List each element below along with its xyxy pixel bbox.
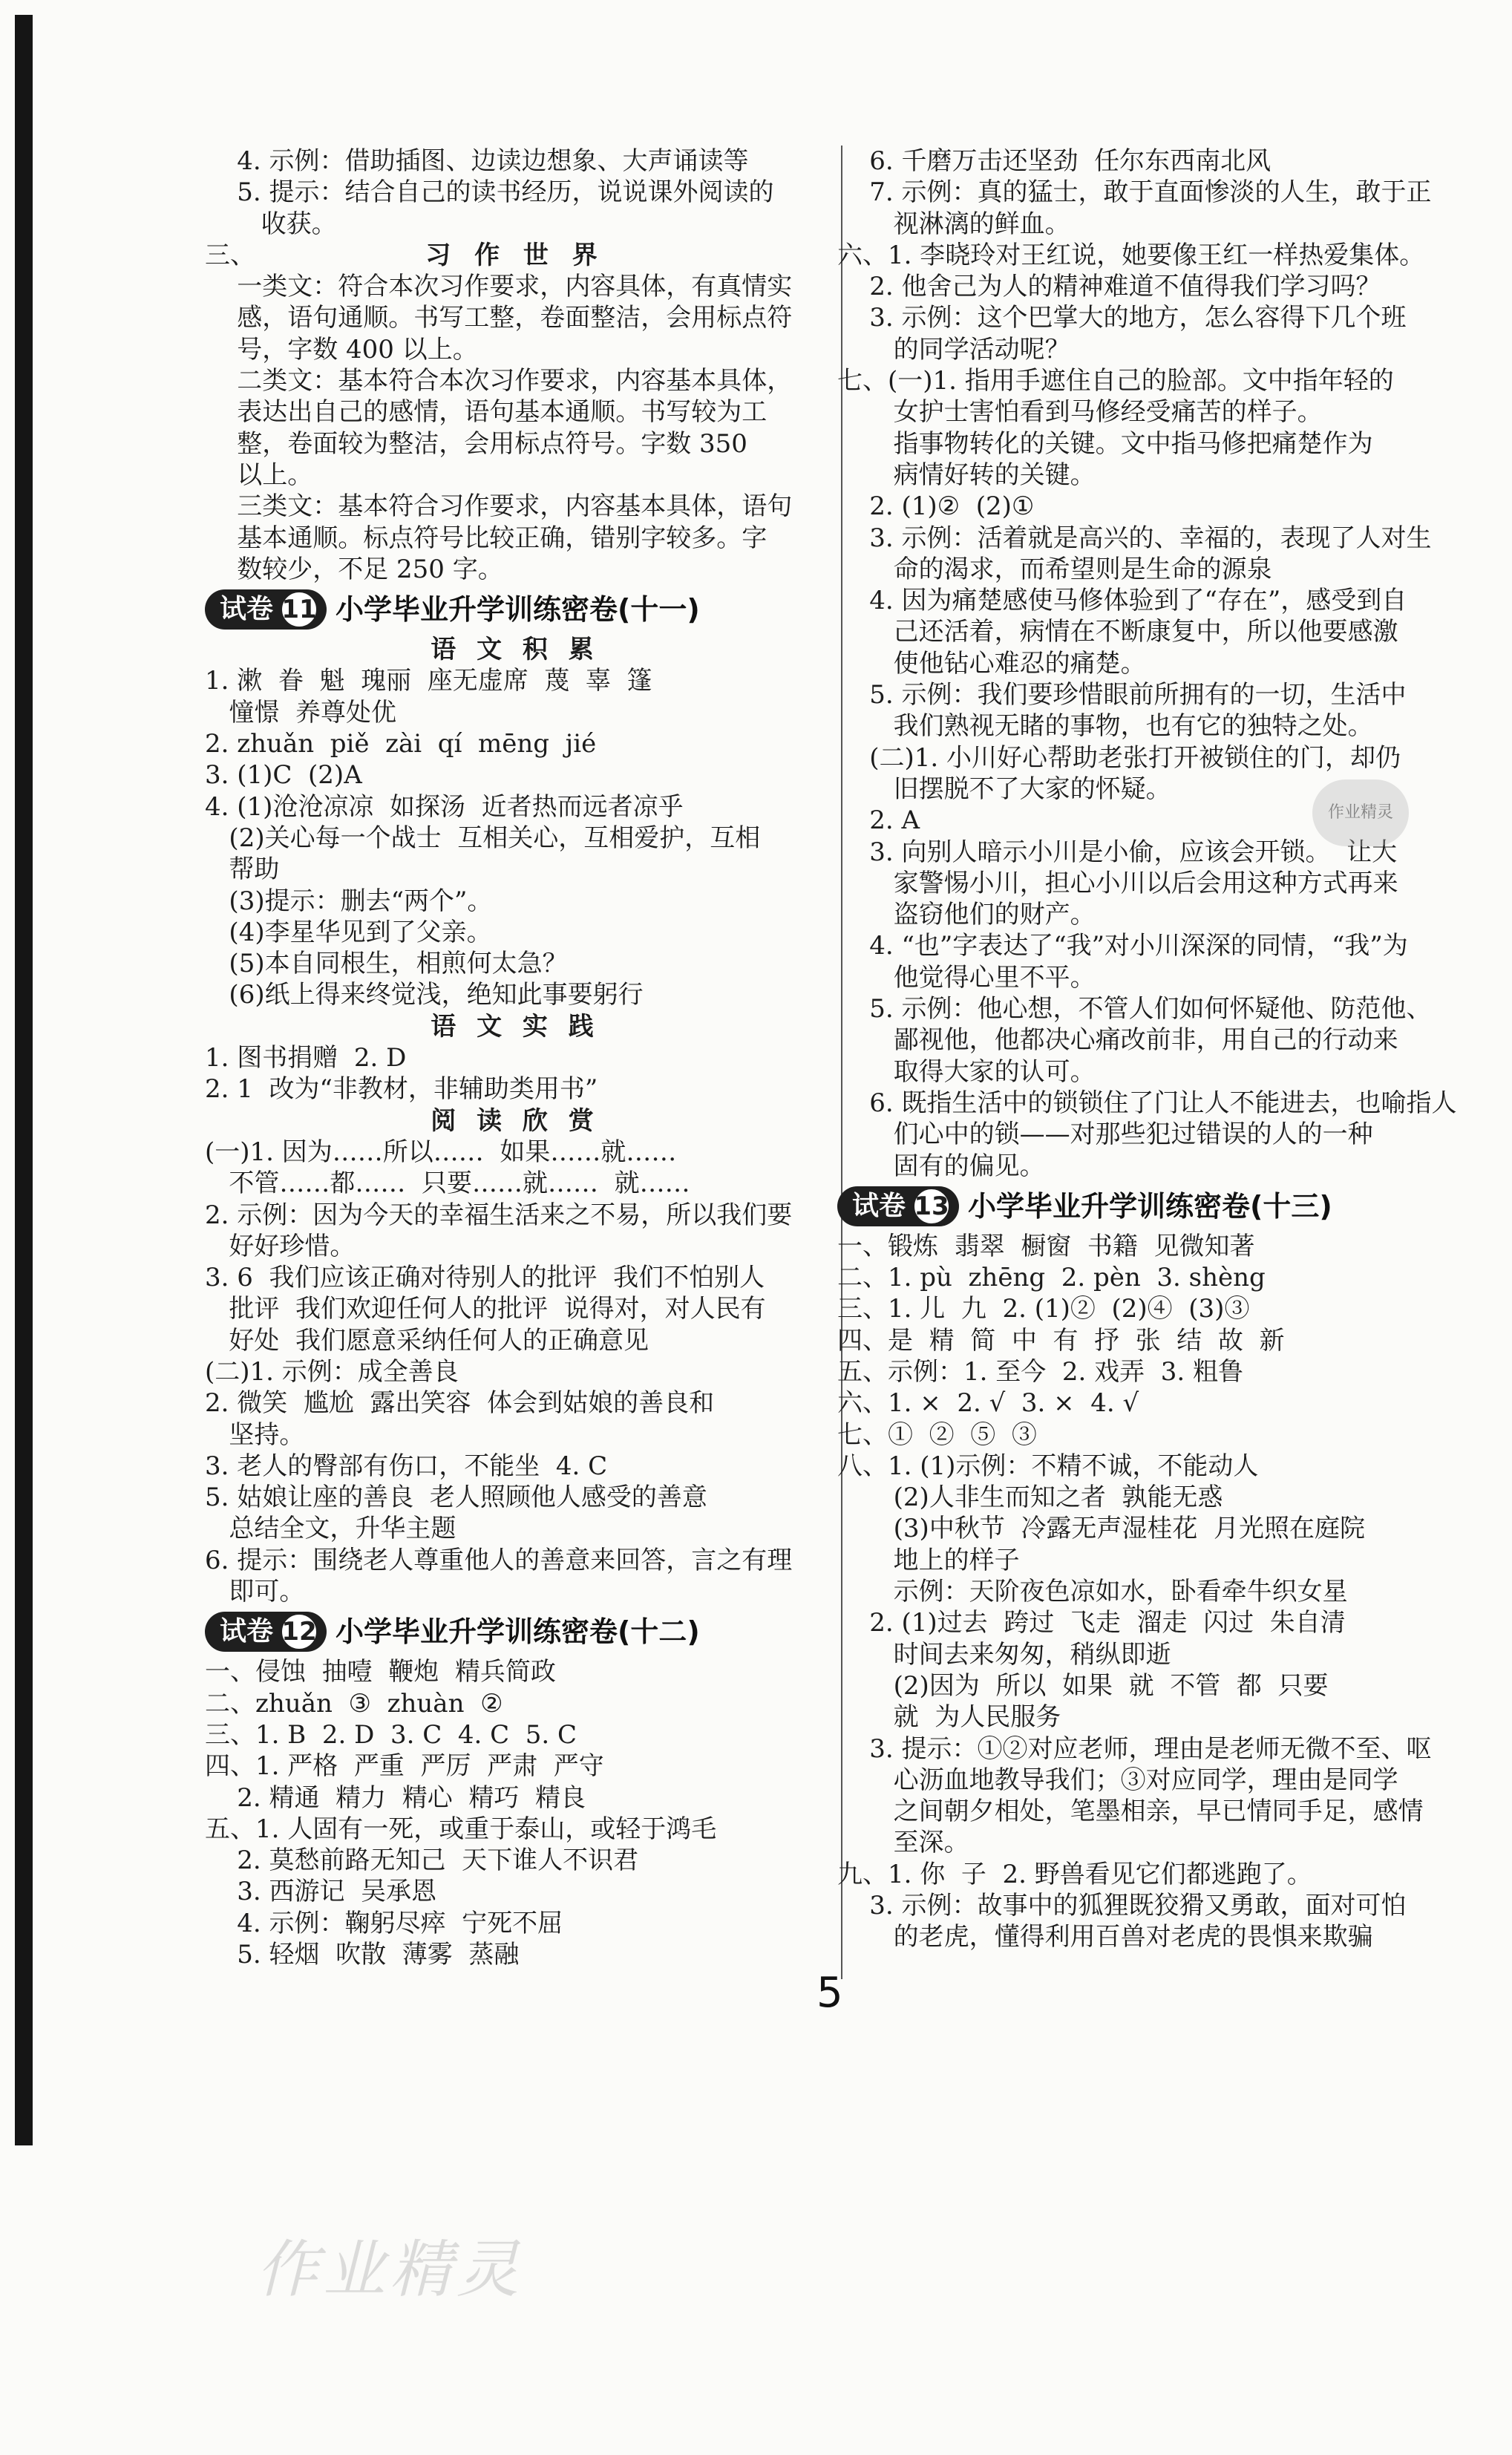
answer-line: 4. (1)沧沧凉凉 如探汤 近者热而远者凉乎 [205, 791, 684, 822]
answer-line: 数较少，不足 250 字。 [205, 554, 503, 584]
answer-line: (二)1. 小川好心帮助老张打开被锁住的门，却仍 [837, 742, 1401, 773]
answer-line: 旧摆脱不了大家的怀疑。 [837, 774, 1171, 804]
answer-line: 命的渴求，而希望则是生命的源泉 [837, 554, 1272, 584]
answer-line: 一类文：符合本次习作要求，内容具体，有真情实 [205, 272, 793, 302]
answer-line: 九、1. 你 子 2. 野兽看见它们都逃跑了。 [837, 1859, 1312, 1889]
answer-line: 4. 示例：鞠躬尽瘁 宁死不屈 [205, 1908, 563, 1938]
answer-line: 坚持。 [205, 1419, 305, 1450]
section-title: 习 作 世 界 [425, 240, 605, 270]
answer-line: 2. zhuǎn piě zài qí mēng jié [205, 729, 597, 759]
answer-line: 二类文：基本符合本次习作要求，内容基本具体， [205, 366, 793, 396]
answer-line: 5. 姑娘让座的善良 老人照顾他人感受的善意 [205, 1483, 707, 1513]
exam-tag [205, 1612, 327, 1652]
answer-line: 帮助 [205, 854, 280, 885]
right-column [837, 146, 1458, 1953]
answer-line: (2)因为 所以 如果 就 不管 都 只要 [837, 1670, 1329, 1701]
answer-line: 七、(一)1. 指用手遮住自己的脸部。文中指年轻的 [837, 366, 1394, 396]
answer-line: 七、① ② ⑤ ③ [837, 1419, 1037, 1450]
subsection-heading: 阅 读 欣 赏 [431, 1105, 600, 1136]
answer-line: (4)李星华见到了父亲。 [205, 917, 492, 947]
answer-line: (一)1. 因为……所以…… 如果……就…… [205, 1137, 677, 1167]
answer-line: 以上。 [205, 460, 313, 490]
answer-line: 4. “也”字表达了“我”对小川深深的同情，“我”为 [837, 931, 1408, 961]
answer-line: 2. 莫愁前路无知己 天下谁人不识君 [205, 1846, 639, 1876]
answer-line: (6)纸上得来终觉浅，绝知此事要躬行 [205, 980, 644, 1010]
answer-line: (2)人非生而知之者 孰能无惑 [837, 1483, 1223, 1513]
exam-tag [837, 1186, 959, 1226]
exam-tag-label: 试卷 [852, 1190, 906, 1221]
answer-line: 憧憬 养尊处优 [205, 697, 397, 728]
answer-line: 3. 向别人暗示小川是小偷，应该会开锁。 让大 [837, 837, 1398, 867]
answer-line: 他觉得心里不平。 [837, 962, 1096, 993]
answer-line: 7. 示例：真的猛士，敢于直面惨淡的人生，敢于正 [837, 177, 1432, 208]
answer-line: 鄙视他，他都决心痛改前非，用自己的行动来 [837, 1025, 1398, 1056]
exam-title: 小学毕业升学训练密卷(十一) [336, 593, 700, 626]
answer-line: 5. 提示：结合自己的读书经历，说说课外阅读的 [205, 177, 774, 208]
answer-line: 3. 示例：故事中的狐狸既狡猾又勇敢，面对可怕 [837, 1891, 1407, 1921]
answer-line: 号，字数 400 以上。 [205, 334, 478, 365]
answer-line: 心沥血地教导我们；③对应同学，理由是同学 [837, 1765, 1398, 1795]
answer-line: 示例：天阶夜色凉如水，卧看牵牛织女星 [837, 1577, 1348, 1607]
answer-line: 3. 西游记 吴承恩 [205, 1877, 437, 1907]
answer-line: 己还活着，病情在不断康复中，所以他要感激 [837, 617, 1398, 647]
answer-line: 们心中的锁——对那些犯过错误的人的一种 [837, 1119, 1373, 1150]
answer-line: 家警惕小川，担心小川以后会用这种方式再来 [837, 868, 1398, 898]
answer-line: 1. 图书捐赠 2. D [205, 1043, 407, 1073]
answer-line: 时间去来匆匆，稍纵即逝 [837, 1639, 1171, 1670]
answer-line: 就 为人民服务 [837, 1702, 1061, 1733]
answer-line: 感，语句通顺。书写工整，卷面整洁，会用标点符 [205, 303, 793, 333]
answer-line: 一、锻炼 翡翠 橱窗 书籍 见微知著 [837, 1231, 1255, 1261]
answer-line: 我们熟视无睹的事物，也有它的独特之处。 [837, 711, 1373, 742]
answer-line: 固有的偏见。 [837, 1151, 1045, 1181]
answer-line: 六、1. 李晓玲对王红说，她要像王红一样热爱集体。 [837, 240, 1425, 270]
answer-line: 的老虎，懂得利用百兽对老虎的畏惧来欺骗 [837, 1922, 1373, 1952]
answer-line: 2. (1)过去 跨过 飞走 溜走 闪过 朱自清 [837, 1608, 1346, 1638]
answer-line: 四、是 精 简 中 有 抒 张 结 故 新 [837, 1325, 1285, 1356]
answer-line: 5. 示例：他心想，不管人们如何怀疑他、防范他、 [837, 994, 1432, 1024]
exam-tag-label: 试卷 [220, 1616, 274, 1647]
exam-banner [205, 1610, 825, 1653]
answer-line: 盗窃他们的财产。 [837, 900, 1096, 930]
answer-line: 三、1. B 2. D 3. C 4. C 5. C [205, 1719, 577, 1750]
answer-line: 1. 漱 眷 魁 瑰丽 座无虚席 蔑 辜 篷 [205, 666, 652, 696]
answer-line: 4. 因为痛楚感使马修体验到了“存在”，感受到自 [837, 586, 1407, 616]
section-prefix: 三、 [205, 240, 255, 270]
answer-line: 三类文：基本符合习作要求，内容基本具体，语句 [205, 491, 793, 522]
answer-line: 使他钻心难忍的痛楚。 [837, 648, 1146, 679]
exam-number: 13 [912, 1186, 952, 1226]
answer-line: 2. (1)② (2)① [837, 491, 1035, 522]
answer-line: 3. (1)C (2)A [205, 760, 362, 791]
answer-line: 五、1. 人固有一死，或重于泰山，或轻于鸿毛 [205, 1814, 717, 1844]
exam-banner [205, 588, 825, 631]
exam-title: 小学毕业升学训练密卷(十二) [336, 1615, 700, 1649]
answer-line: 3. 提示：①②对应老师，理由是老师无微不至、呕 [837, 1733, 1432, 1764]
answer-line: (3)提示：删去“两个”。 [205, 886, 493, 916]
answer-line: 表达出自己的感情，语句基本通顺。书写较为工 [205, 397, 768, 428]
answer-line: 六、1. × 2. √ 3. × 4. √ [837, 1388, 1139, 1419]
answer-line: 5. 轻烟 吹散 薄雾 蒸融 [205, 1940, 520, 1970]
answer-line: (2)关心每一个战士 互相关心，互相爱护，互相 [205, 823, 761, 853]
answer-line: 2. 精通 精力 精心 精巧 精良 [205, 1782, 586, 1813]
answer-line: 的同学活动呢？ [837, 334, 1070, 365]
exam-tag-label: 试卷 [220, 594, 274, 624]
answer-line: 2. 1 改为“非教材，非辅助类用书” [205, 1074, 598, 1105]
answer-line: 八、1. (1)示例：不精不诚，不能动人 [837, 1451, 1259, 1481]
binding-spine [15, 15, 33, 2145]
left-column [205, 146, 825, 1970]
answer-line: 视淋漓的鲜血。 [837, 209, 1070, 239]
exam-title: 小学毕业升学训练密卷(十三) [968, 1189, 1332, 1223]
answer-line: 6. 千磨万击还坚劲 任尔东西南北风 [837, 146, 1272, 176]
answer-line: 之间朝夕相处，笔墨相亲，早已情同手足，感情 [837, 1797, 1424, 1827]
answer-line: 不管……都…… 只要……就…… 就…… [205, 1168, 690, 1199]
answer-line: 基本通顺。标点符号比较正确，错别字较多。字 [205, 523, 768, 553]
subsection-heading: 语 文 实 践 [431, 1011, 600, 1042]
section-heading [205, 240, 825, 271]
subsection-heading: 语 文 积 累 [431, 635, 600, 665]
answer-line: (5)本自同根生，相煎何太急？ [205, 949, 568, 979]
answer-line: 3. 6 我们应该正确对待别人的批评 我们不怕别人 [205, 1263, 765, 1293]
answer-line: 2. 微笑 尴尬 露出笑容 体会到姑娘的善良和 [205, 1388, 715, 1419]
answer-line: 3. 老人的臀部有伤口，不能坐 4. C [205, 1451, 608, 1481]
answer-line: 好处 我们愿意采纳任何人的正确意见 [205, 1325, 649, 1356]
answer-line: 2. 示例：因为今天的幸福生活来之不易，所以我们要 [205, 1200, 793, 1230]
exam-number: 11 [279, 589, 319, 630]
answer-line: 6. 既指生活中的锁锁住了门让人不能进去，也喻指人 [837, 1088, 1457, 1118]
watermark: 作业精灵 [256, 2233, 524, 2306]
answer-line: 二、1. pù zhēng 2. pèn 3. shèng [837, 1263, 1266, 1293]
answer-line: 指事物转化的关键。文中指马修把痛楚作为 [837, 428, 1373, 459]
answer-line: 地上的样子 [837, 1545, 1020, 1575]
stamp-logo: 作业精灵 [1312, 779, 1409, 846]
answer-line: 3. 示例：活着就是高兴的、幸福的，表现了人对生 [837, 523, 1432, 553]
answer-line: 女护士害怕看到马修经受痛苦的样子。 [837, 397, 1323, 428]
answer-line: 取得大家的认可。 [837, 1056, 1096, 1087]
answer-line: 5. 示例：我们要珍惜眼前所拥有的一切，生活中 [837, 680, 1407, 710]
answer-line: 五、示例：1. 至今 2. 戏弄 3. 粗鲁 [837, 1356, 1243, 1387]
exam-number: 12 [279, 1612, 319, 1652]
answer-line: 病情好转的关键。 [837, 460, 1096, 490]
answer-line: 好好珍惜。 [205, 1231, 356, 1261]
exam-banner [837, 1185, 1458, 1228]
answer-line: 收获。 [205, 209, 337, 239]
answer-line: 2. 他舍己为人的精神难道不值得我们学习吗？ [837, 272, 1381, 302]
page-number: 5 [816, 1969, 843, 2017]
answer-line: 三、1. 儿 九 2. (1)② (2)④ (3)③ [837, 1294, 1250, 1324]
answer-line: 3. 示例：这个巴掌大的地方，怎么容得下几个班 [837, 303, 1407, 333]
answer-line: 2. A [837, 805, 920, 836]
answer-line: 一、侵蚀 抽噎 鞭炮 精兵简政 [205, 1657, 556, 1687]
answer-line: 总结全文，升华主题 [205, 1514, 456, 1544]
answer-line: 四、1. 严格 严重 严厉 严肃 严守 [205, 1751, 604, 1782]
answer-line: 整，卷面较为整洁，会用标点符号。字数 350 [205, 428, 747, 459]
answer-line: 4. 示例：借助插图、边读边想象、大声诵读等 [205, 146, 749, 176]
answer-line: 二、zhuǎn ③ zhuàn ② [205, 1688, 503, 1719]
answer-line: (二)1. 示例：成全善良 [205, 1356, 459, 1387]
answer-line: (3)中秋节 冷露无声湿桂花 月光照在庭院 [837, 1514, 1366, 1544]
answer-line: 即可。 [205, 1577, 305, 1607]
answer-line: 批评 我们欢迎任何人的批评 说得对，对人民有 [205, 1294, 766, 1324]
answer-line: 6. 提示：围绕老人尊重他人的善意来回答，言之有理 [205, 1545, 793, 1575]
answer-line: 至深。 [837, 1828, 969, 1858]
exam-tag [205, 589, 327, 630]
